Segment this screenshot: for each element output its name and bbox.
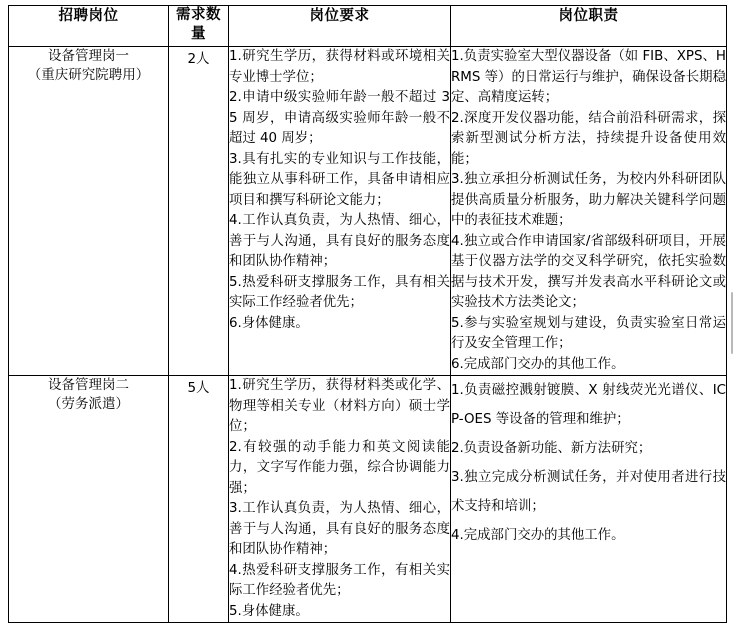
cell-count: 2人 [169, 47, 229, 376]
header-row [9, 6, 727, 47]
requirement-item: 5.身体健康。 [229, 603, 309, 619]
duty-item: 4.独立或合作申请国家/省部级科研项目，开展基于仪器方法学的交叉科学研究，依托实验数据与技术开发，撰写并发表高水平科研论文或实验技术方法类论文； [451, 233, 726, 310]
position-name: 设备管理岗一 [48, 48, 129, 64]
position-note: （重庆研究院聘用） [27, 67, 150, 83]
cell-requirements [229, 47, 451, 376]
duty-item: 6.完成部门交办的其他工作。 [451, 356, 625, 372]
requirement-item: 4.热爱科研支撑服务工作，有相关实际工作经验者优先； [229, 562, 450, 598]
table-row [9, 376, 727, 623]
position-name: 设备管理岗二 [48, 377, 129, 393]
requirement-item: 6.身体健康。 [229, 315, 309, 331]
cell-duties [451, 47, 727, 376]
duty-item: 3.独立完成分析测试任务，并对使用者进行技术支持和培训； [451, 470, 726, 514]
scrollbar-thumb[interactable] [731, 292, 733, 354]
duty-item: 3.独立承担分析测试任务，为校内外科研团队提供高质量分析服务，助力解决关键科学问题中的表征技术难题； [451, 172, 726, 228]
duty-item: 2.深度开发仪器功能，结合前沿科研需求，探索新型测试分析方法，持续提升设备使用效能； [451, 110, 726, 167]
position-note: （劳务派遣） [48, 396, 129, 412]
requirement-item: 1.研究生学历，获得材料类或化学、物理等相关专业（材料方向）硕士学位； [229, 378, 450, 434]
requirement-item: 4.工作认真负责，为人热情、细心，善于与人沟通，具有良好的服务态度和团队协作精神； [229, 213, 450, 269]
recruitment-table [8, 5, 727, 623]
header-cell-count: 需求数量 [169, 6, 229, 47]
duty-item: 1.负责磁控溅射镀膜、X 射线荧光光谱仪、ICP-OES 等设备的管理和维护； [451, 383, 726, 427]
cell-requirements [229, 376, 451, 623]
duty-item: 4.完成部门交办的其他工作。 [451, 528, 625, 543]
requirement-item: 5.热爱科研支撑服务工作，具有相关实际工作经验者优先； [229, 274, 450, 310]
duty-item: 5.参与实验室规划与建设，负责实验室日常运行及安全管理工作； [451, 315, 726, 351]
requirement-item: 3.具有扎实的专业知识与工作技能，能独立从事科研工作，具备申请相应项目和撰写科研论文能力； [229, 151, 450, 208]
header-cell-position: 招聘岗位 [9, 6, 169, 47]
requirement-item: 3.工作认真负责，为人热情、细心，善于与人沟通，具有良好的服务态度和团队协作精神； [229, 501, 450, 557]
table-body [9, 47, 727, 623]
requirement-item: 1.研究生学历，获得材料或环境相关专业博士学位； [229, 49, 450, 85]
requirement-item: 2.申请中级实验师年龄一般不超过 35 周岁，申请高级实验师年龄一般不超过 40 周岁； [229, 90, 450, 146]
cell-duties [451, 376, 727, 623]
header-cell-requirements: 岗位要求 [229, 6, 451, 47]
table-row [9, 47, 727, 376]
duty-item: 2.负责设备新功能、新方法研究； [451, 441, 652, 456]
cell-position [9, 376, 169, 623]
table-header [9, 6, 727, 47]
header-cell-duties: 岗位职责 [451, 6, 727, 47]
cell-position [9, 47, 169, 376]
cell-count: 5人 [169, 376, 229, 623]
duty-item: 1.负责实验室大型仪器设备（如 FIB、XPS、HRMS 等）的日常运行与维护，确保设备长期稳定、高精度运转； [451, 49, 726, 105]
requirement-item: 2.有较强的动手能力和英文阅读能力，文字写作能力强，综合协调能力强； [229, 439, 450, 496]
